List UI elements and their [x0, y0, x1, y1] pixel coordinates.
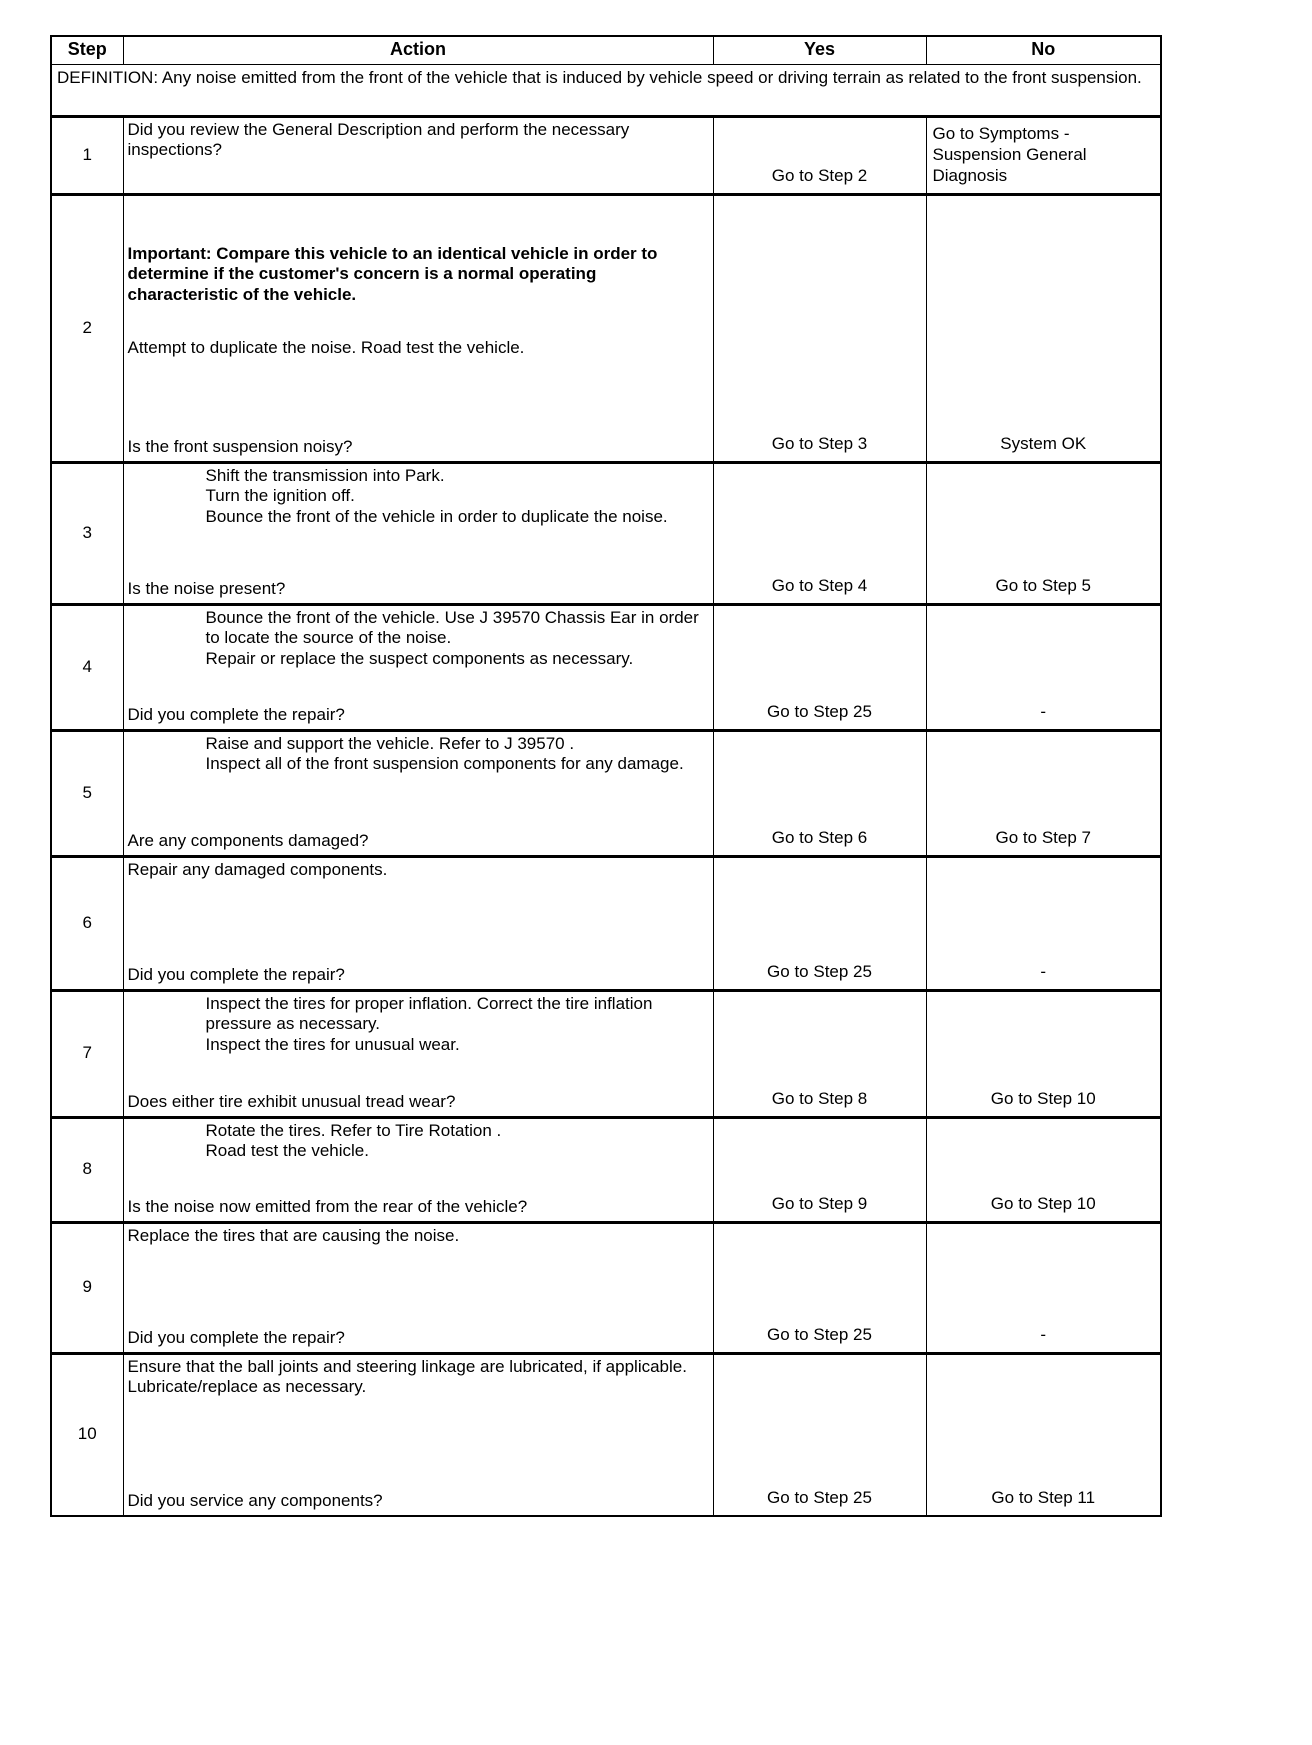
action-text	[128, 1357, 705, 1398]
action-question: Is the noise now emitted from the rear of the vehicle?	[127, 1196, 528, 1216]
definition-row	[51, 64, 1161, 116]
action-paragraph: Did you review the General Description and perform the necessary inspections?	[127, 119, 630, 160]
column-header-yes: Yes	[713, 36, 926, 64]
action-paragraph: Replace the tires that are causing the noise.	[127, 1225, 460, 1245]
action-question: Are any components damaged?	[127, 830, 369, 850]
action-text	[128, 120, 705, 161]
table-row	[51, 194, 1161, 462]
action-text	[128, 1121, 705, 1162]
action-text	[128, 860, 705, 881]
action-text	[128, 1226, 705, 1247]
no-result: -	[926, 604, 1161, 730]
action-cell-content	[124, 464, 713, 603]
no-result: System OK	[926, 194, 1161, 462]
step-number: 9	[51, 1222, 123, 1353]
no-result: Go to Step 7	[926, 730, 1161, 856]
yes-result: Go to Step 4	[713, 462, 926, 604]
step-number: 6	[51, 856, 123, 990]
action-cell-content	[124, 606, 713, 729]
step-number: 1	[51, 116, 123, 194]
no-result: -	[926, 1222, 1161, 1353]
yes-result: Go to Step 25	[713, 856, 926, 990]
action-paragraph: Attempt to duplicate the noise. Road test the vehicle.	[127, 337, 525, 357]
action-paragraph: Bounce the front of the vehicle in order to duplicate the noise.	[205, 506, 668, 526]
action-text	[128, 734, 705, 775]
table-body	[51, 64, 1161, 1516]
action-paragraph: Bounce the front of the vehicle. Use J 39570 Chassis Ear in order to locate the source of the noise.	[205, 607, 699, 648]
action-cell-content	[124, 196, 713, 461]
action-question	[128, 184, 705, 190]
no-result: Go to Step 5	[926, 462, 1161, 604]
action-cell-content	[124, 858, 713, 989]
step-number: 3	[51, 462, 123, 604]
action-paragraph: Repair or replace the suspect components as necessary.	[205, 648, 634, 668]
table-row	[51, 730, 1161, 856]
table-row	[51, 856, 1161, 990]
action-paragraph: Raise and support the vehicle. Refer to J 39570 .	[205, 733, 575, 753]
table-row	[51, 990, 1161, 1117]
table-row	[51, 462, 1161, 604]
column-header-step: Step	[51, 36, 123, 64]
action-cell-content	[124, 1224, 713, 1352]
diagnostic-table	[50, 35, 1162, 1517]
column-header-action: Action	[123, 36, 713, 64]
action-text	[128, 994, 705, 1056]
action-paragraph: Inspect all of the front suspension components for any damage.	[205, 754, 684, 774]
action-paragraph: Road test the vehicle.	[205, 1141, 369, 1161]
table-row	[51, 604, 1161, 730]
table-row	[51, 1353, 1161, 1516]
action-paragraph: Rotate the tires. Refer to Tire Rotation .	[205, 1120, 502, 1140]
yes-result: Go to Step 2	[713, 116, 926, 194]
column-header-no: No	[926, 36, 1161, 64]
action-question: Does either tire exhibit unusual tread wear?	[127, 1091, 456, 1111]
action-cell-content	[124, 1355, 713, 1516]
no-result: Go to Symptoms - Suspension General Diagnosis	[926, 116, 1161, 194]
definition-text: DEFINITION: Any noise emitted from the front of the vehicle that is induced by vehicle speed or driving terrain as related to the front suspension.	[51, 64, 1161, 116]
action-cell-content	[124, 118, 713, 193]
step-number: 2	[51, 194, 123, 462]
action-paragraph: Important: Compare this vehicle to an identical vehicle in order to determine if the customer's concern is a normal operating characteristic of the vehicle.	[127, 243, 658, 304]
no-result: Go to Step 10	[926, 990, 1161, 1117]
table-row	[51, 116, 1161, 194]
step-number: 7	[51, 990, 123, 1117]
action-question: Did you complete the repair?	[127, 704, 345, 724]
step-number: 5	[51, 730, 123, 856]
action-question: Did you complete the repair?	[127, 964, 345, 984]
step-number: 10	[51, 1353, 123, 1516]
action-question: Did you service any components?	[127, 1491, 383, 1511]
step-number: 8	[51, 1117, 123, 1222]
yes-result: Go to Step 9	[713, 1117, 926, 1222]
action-text	[128, 198, 705, 359]
action-question: Did you complete the repair?	[127, 1327, 345, 1347]
action-paragraph: Inspect the tires for proper inflation. Correct the tire inflation pressure as necessary.	[205, 993, 653, 1034]
yes-result: Go to Step 25	[713, 604, 926, 730]
action-paragraph: Ensure that the ball joints and steering linkage are lubricated, if applicable. Lubricate/replace as necessary.	[127, 1356, 687, 1397]
table-row	[51, 1222, 1161, 1353]
yes-result: Go to Step 25	[713, 1222, 926, 1353]
step-number: 4	[51, 604, 123, 730]
action-text	[128, 608, 705, 670]
no-result: -	[926, 856, 1161, 990]
action-paragraph: Turn the ignition off.	[205, 486, 355, 506]
yes-result: Go to Step 25	[713, 1353, 926, 1516]
no-result: Go to Step 10	[926, 1117, 1161, 1222]
action-cell-content	[124, 732, 713, 855]
action-question: Is the noise present?	[127, 578, 286, 598]
action-paragraph: Shift the transmission into Park.	[205, 465, 445, 485]
action-cell-content	[124, 1119, 713, 1221]
table-row	[51, 1117, 1161, 1222]
action-text	[128, 466, 705, 528]
action-paragraph: Repair any damaged components.	[127, 859, 388, 879]
table-header	[51, 36, 1161, 64]
yes-result: Go to Step 8	[713, 990, 926, 1117]
action-paragraph: Inspect the tires for unusual wear.	[205, 1034, 460, 1054]
yes-result: Go to Step 3	[713, 194, 926, 462]
no-result: Go to Step 11	[926, 1353, 1161, 1516]
action-question: Is the front suspension noisy?	[127, 436, 353, 456]
action-cell-content	[124, 992, 713, 1116]
yes-result: Go to Step 6	[713, 730, 926, 856]
header-row	[51, 36, 1161, 64]
